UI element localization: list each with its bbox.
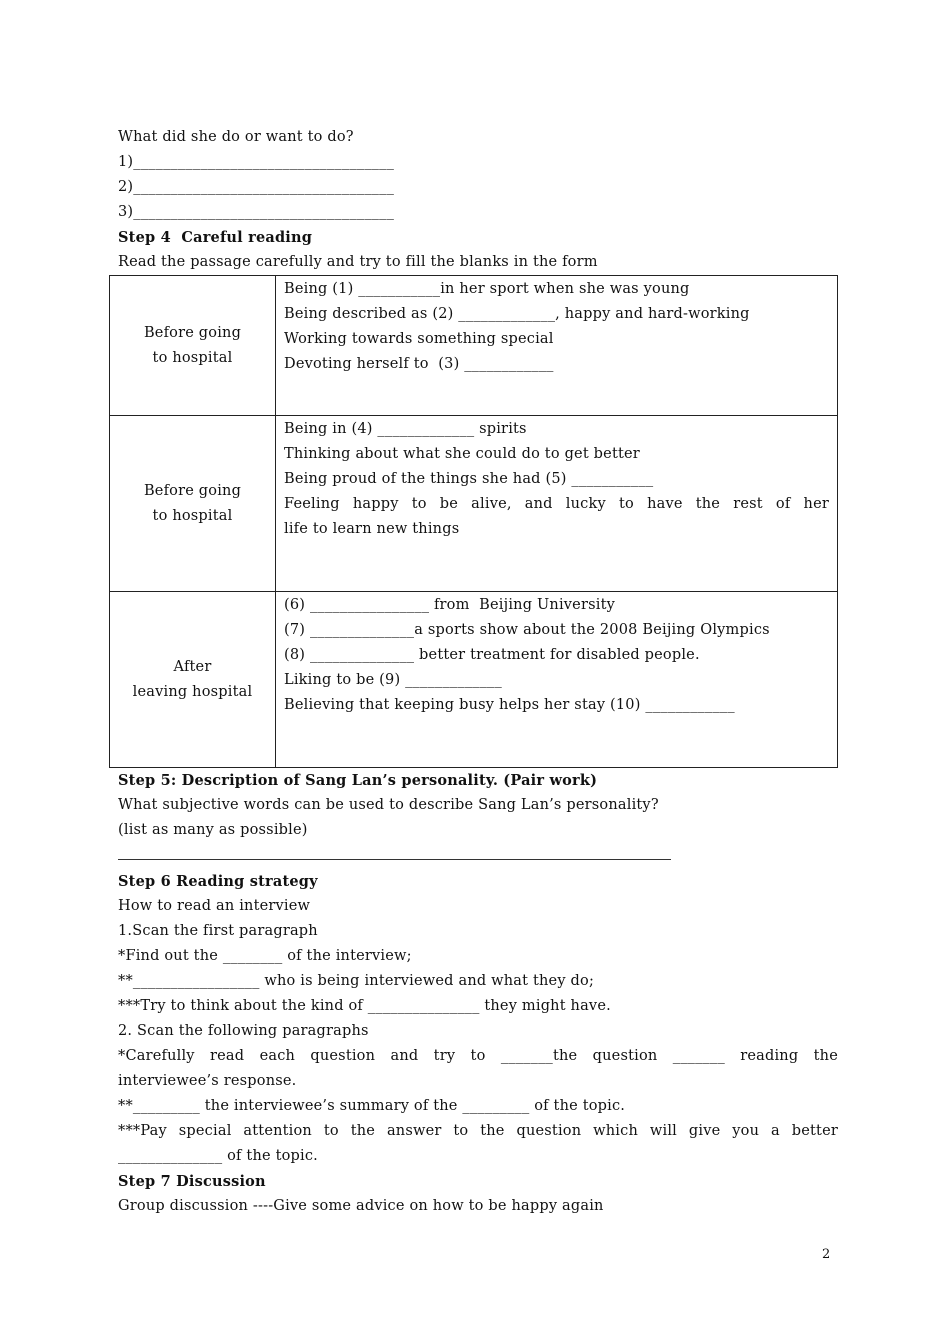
row1-line3: Working towards something special <box>284 331 554 347</box>
answer-line-1: 1)___________________________________ <box>118 154 395 170</box>
row2-label-line2: to hospital <box>152 507 233 524</box>
step7-heading: Step 7 Discussion <box>118 1173 266 1190</box>
row3-line3: (8) ______________ better treatment for disabled people. <box>284 647 700 663</box>
row1-content <box>276 276 838 416</box>
careful-reading-form <box>109 275 838 768</box>
row1-line2: Being described as (2) _____________, happy and hard-working <box>284 306 750 322</box>
row2-content <box>276 416 838 592</box>
row1-line1: Being (1) ___________in her sport when she was young <box>284 281 690 297</box>
row3-line2: (7) ______________a sports show about the 2008 Beijing Olympics <box>284 622 770 638</box>
step5-question: What subjective words can be used to describe Sang Lan’s personality? <box>118 797 659 813</box>
row1-line4: Devoting herself to (3) ____________ <box>284 356 554 372</box>
row1-label-line1: Before going <box>143 324 242 341</box>
step6-line-6: *Carefully read each question and try to _______the question _______ reading the <box>118 1048 838 1064</box>
row3-line4: Liking to be (9) _____________ <box>284 672 502 688</box>
step6-line-1: 1.Scan the first paragraph <box>118 923 318 939</box>
step6-line-10: ______________ of the topic. <box>118 1148 318 1164</box>
row1-label <box>110 276 276 416</box>
step6-line-7: interviewee’s response. <box>118 1073 297 1089</box>
row2-line5: life to learn new things <box>284 521 460 537</box>
answer-line-3: 3)___________________________________ <box>118 204 395 220</box>
form-row-3 <box>110 592 838 768</box>
step4-instruction: Read the passage carefully and try to fill the blanks in the form <box>118 254 598 270</box>
worksheet-page <box>118 125 838 1219</box>
form-row-1 <box>110 276 838 416</box>
row2-label-line1: Before going <box>143 482 242 499</box>
answer-line-2: 2)___________________________________ <box>118 179 395 195</box>
row3-line5: Believing that keeping busy helps her stay (10) ____________ <box>284 697 735 713</box>
row2-line3: Being proud of the things she had (5) ___________ <box>284 471 654 487</box>
row3-line1: (6) ________________ from Beijing University <box>284 597 615 613</box>
step6-line-8: **_________ the interviewee’s summary of the _________ of the topic. <box>118 1098 626 1114</box>
row3-label-line1: After <box>173 658 212 675</box>
step6-line-3: **_________________ who is being interviewed and what they do; <box>118 973 595 989</box>
step6-line-9: ***Pay special attention to the answer to the question which will give you a better <box>118 1123 838 1139</box>
row2-label <box>110 416 276 592</box>
row2-line4: Feeling happy to be alive, and lucky to have the rest of her <box>284 496 829 512</box>
step7-text: Group discussion ----Give some advice on how to be happy again <box>118 1198 604 1214</box>
step6-line-5: 2. Scan the following paragraphs <box>118 1023 369 1039</box>
answer-rule <box>118 843 671 860</box>
row2-line2: Thinking about what she could do to get better <box>284 446 640 462</box>
step5-heading: Step 5: Description of Sang Lan’s personality. (Pair work) <box>118 772 598 789</box>
step6-line-4: ***Try to think about the kind of _______________ they might have. <box>118 998 611 1014</box>
row3-label-line2: leaving hospital <box>132 683 253 700</box>
row1-label-line2: to hospital <box>152 349 233 366</box>
step6-heading: Step 6 Reading strategy <box>118 873 318 890</box>
step6-line-2: *Find out the ________ of the interview; <box>118 948 412 964</box>
step6-subtitle: How to read an interview <box>118 898 311 914</box>
step4-heading: Step 4 Careful reading <box>118 229 313 246</box>
form-row-2 <box>110 416 838 592</box>
page-number: 2 <box>822 1247 831 1262</box>
row3-content <box>276 592 838 768</box>
intro-question: What did she do or want to do? <box>118 129 354 145</box>
row3-label <box>110 592 276 768</box>
row2-line1: Being in (4) _____________ spirits <box>284 421 527 437</box>
step5-note: (list as many as possible) <box>118 822 308 838</box>
